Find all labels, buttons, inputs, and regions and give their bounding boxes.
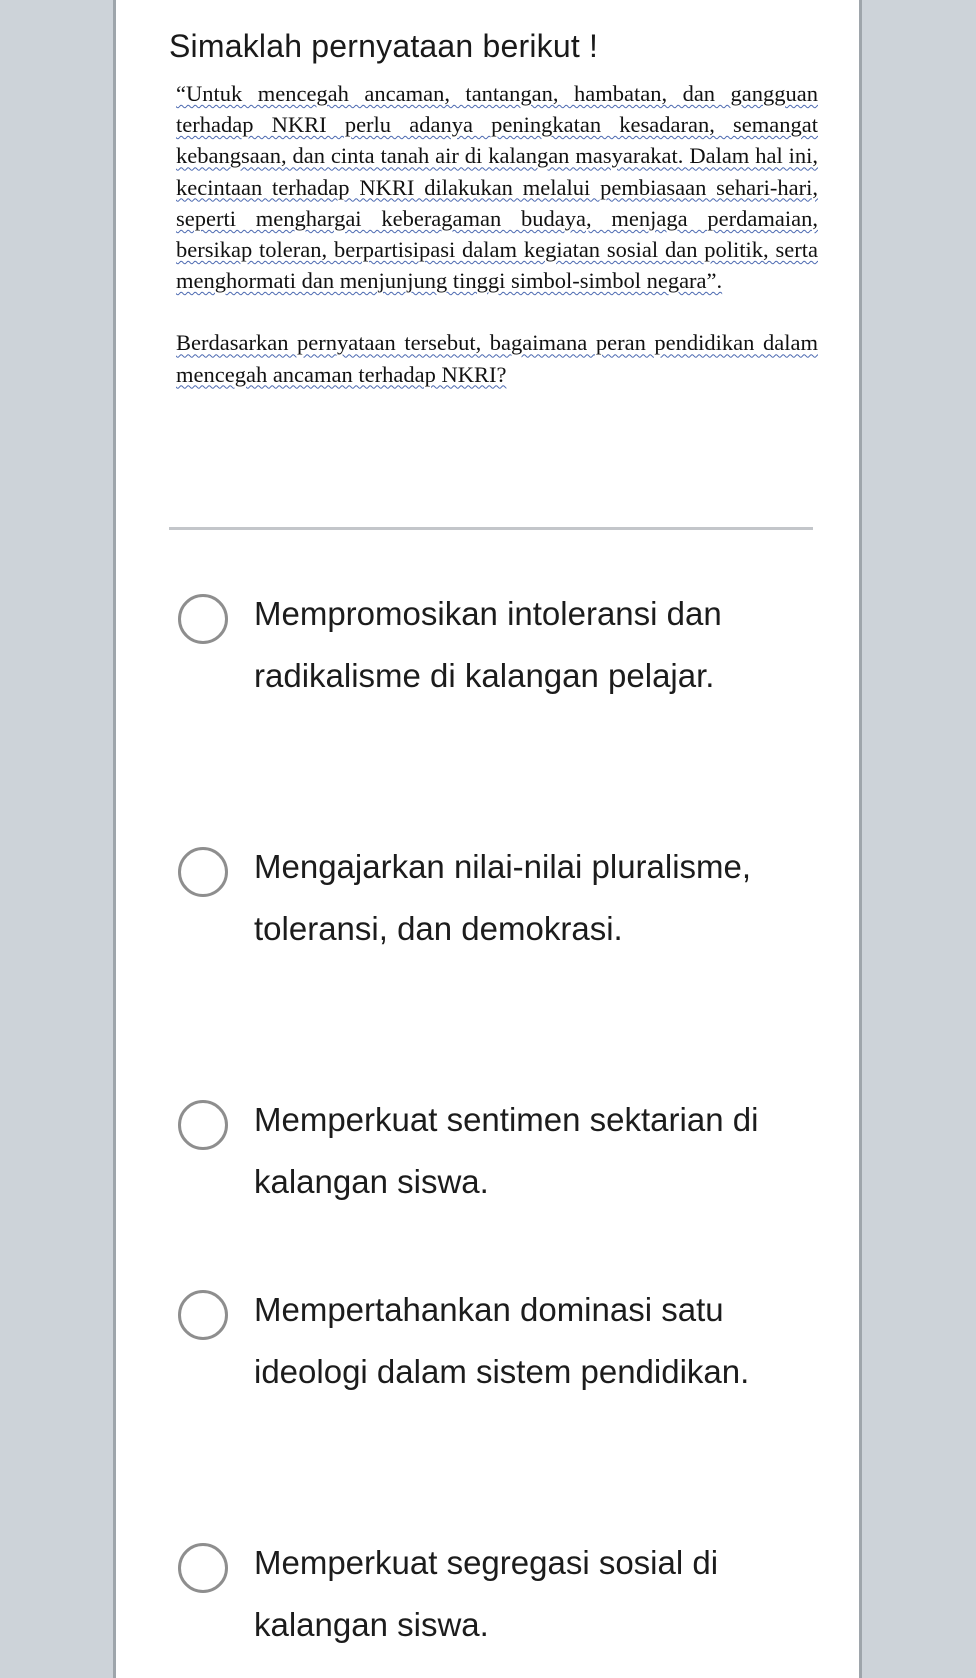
statement-quote: “Untuk mencegah ancaman, tantangan, hambatan, dan gangguan terhadap NKRI perlu adanya peningkatan kesadaran, semangat kebangsaan, dan cinta tanah air di kalangan masyarakat. Dalam hal ini, kecintaan terhadap NKRI dilakukan melalui pembiasaan sehari-hari, seperti menghargai keberagaman budaya, menjaga perdamaian, bersikap toleran, berpartisipasi dalam kegiatan sosial dan politik, serta menghormati dan menjunjung tinggi simbol-simbol negara”.: [176, 81, 818, 294]
radio-button[interactable]: [178, 1543, 228, 1593]
radio-button[interactable]: [178, 1100, 228, 1150]
radio-button[interactable]: [178, 1290, 228, 1340]
option-label[interactable]: Memperkuat sentimen sektarian di kalangan siswa.: [254, 1101, 759, 1200]
question-statement-image: [176, 78, 818, 390]
question-title: Simaklah pernyataan berikut !: [169, 28, 599, 64]
option-label[interactable]: Mengajarkan nilai-nilai pluralisme, toleransi, dan demokrasi.: [254, 848, 752, 947]
question-card: [113, 0, 862, 1678]
option-label[interactable]: Memperkuat segregasi sosial di kalangan siswa.: [254, 1544, 719, 1643]
radio-button[interactable]: [178, 594, 228, 644]
option-label[interactable]: Mempromosikan intoleransi dan radikalisme di kalangan pelajar.: [254, 595, 722, 694]
option-label[interactable]: Mempertahankan dominasi satu ideologi dalam sistem pendidikan.: [254, 1291, 750, 1390]
statement-prompt: Berdasarkan pernyataan tersebut, bagaimana peran pendidikan dalam mencegah ancaman terhadap NKRI?: [176, 330, 818, 387]
divider: [169, 527, 813, 530]
radio-button[interactable]: [178, 847, 228, 897]
